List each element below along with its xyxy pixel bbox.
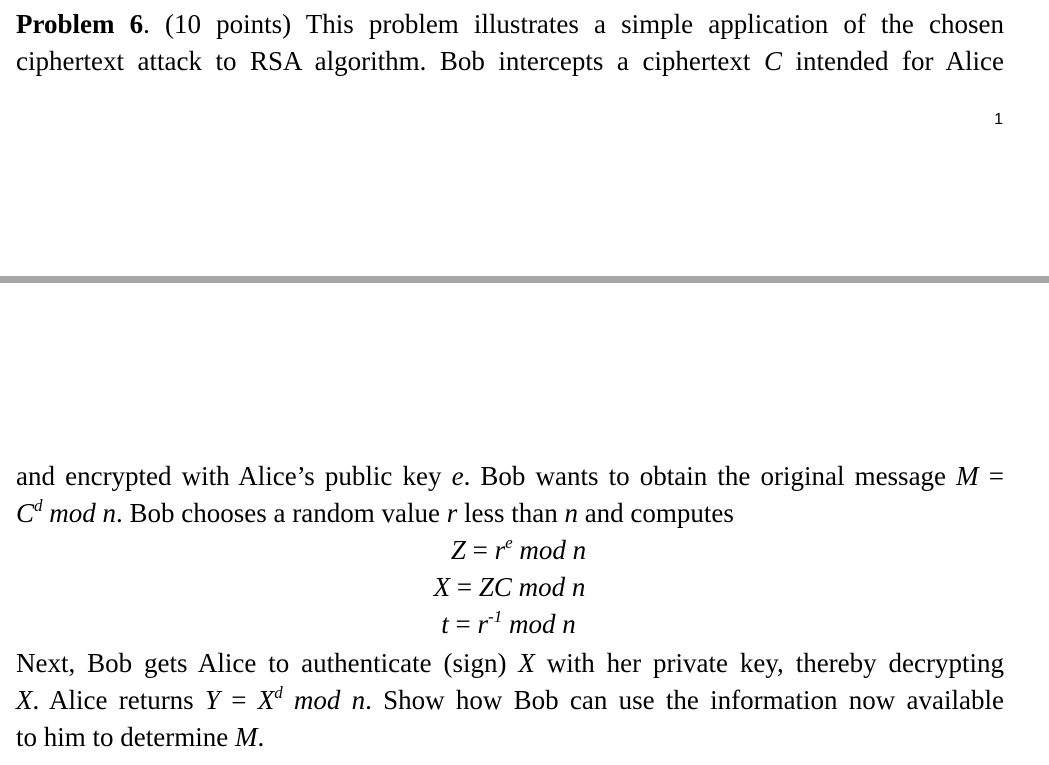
continuation-line-2: $C^d$ mod n. Bob chooses a random value r less than n and computes — [16, 496, 734, 528]
intro-line-1: Problem 6. (10 points) This problem illustrates a simple application of the chosen — [16, 9, 1005, 39]
final-line-3: to him to determine M. — [16, 722, 265, 752]
page-divider — [0, 276, 1049, 283]
continuation-paragraph — [16, 458, 1004, 532]
continuation-line-1: and encrypted with Alice’s public key e. Bob wants to obtain the original message M = — [16, 461, 1004, 491]
equation-x: X = ZC mod n — [433, 572, 586, 602]
final-line-2: X. Alice returns $Y = X^d$ mod n. Show how Bob can use the information now available — [16, 683, 1004, 715]
intro-line-2: ciphertext attack to RSA algorithm. Bob intercepts a ciphertext C intended for Alice — [16, 46, 1005, 76]
final-line-1: Next, Bob gets Alice to authenticate (sign) X with her private key, thereby decrypting — [16, 648, 1005, 678]
problem-label: Problem 6 — [16, 9, 144, 39]
final-paragraph — [16, 645, 1004, 756]
problem-intro — [16, 6, 1004, 80]
page-number: 1 — [994, 111, 1003, 128]
page-1 — [0, 0, 1049, 276]
equation-z: $Z = r^e$ mod n — [450, 533, 587, 565]
equation-t: $t = r^{-1}$ mod n — [441, 607, 576, 639]
